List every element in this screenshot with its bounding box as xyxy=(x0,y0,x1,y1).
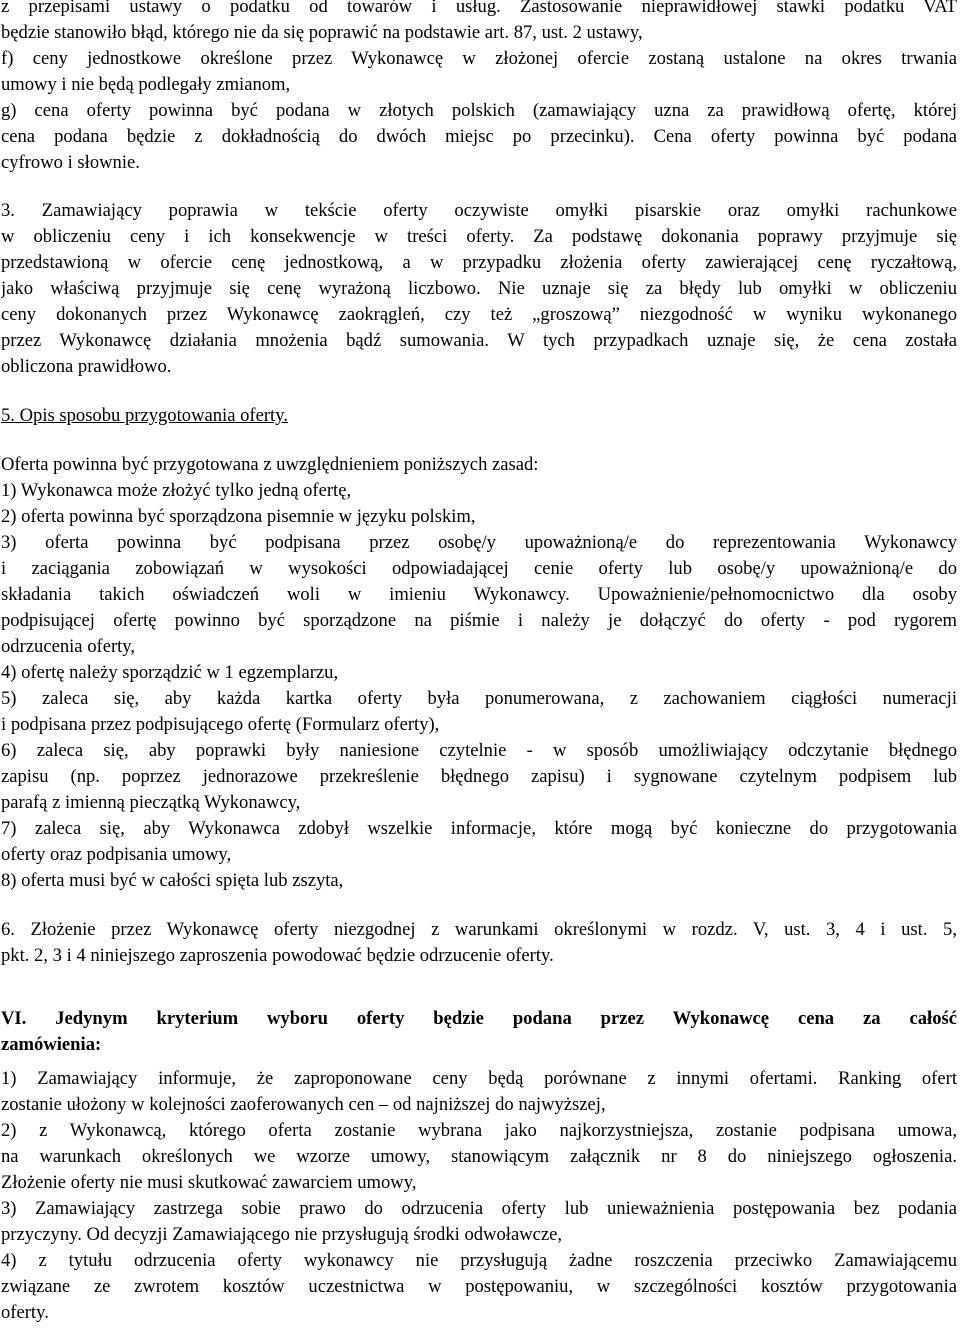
text-line: będzie stanowiło błąd, którego nie da się poprawić na podstawie art. 87, ust. 2 ustawy, xyxy=(1,22,643,43)
text-line: 7) zaleca się, aby Wykonawca zdobył wszelkie informacje, które mogą być konieczne do przygotowania xyxy=(1,818,957,839)
text-line: 6) zaleca się, aby poprawki były naniesione czytelnie - w sposób umożliwiający odczytanie błędnego xyxy=(1,740,957,761)
text-line: związane ze zwrotem kosztów uczestnictwa w postępowaniu, w szczególności kosztów przygotowania xyxy=(1,1276,957,1297)
text-line: 4) ofertę należy sporządzić w 1 egzemplarzu, xyxy=(1,662,339,683)
text-line: i zaciągania zobowiązań w wysokości odpowiadającej cenie oferty lub osobę/y upoważnioną/e do xyxy=(1,558,957,579)
text-line: 3. Zamawiający poprawia w tekście oferty oczywiste omyłki pisarskie oraz omyłki rachunkowe xyxy=(1,200,957,221)
text-line: 1) Wykonawca może złożyć tylko jedną ofertę, xyxy=(1,480,352,501)
text-line: w obliczeniu ceny i ich konsekwencje w treści oferty. Za podstawę dokonania poprawy przyjmuje się xyxy=(1,226,957,247)
text-line: Złożenie oferty nie musi skutkować zawarciem umowy, xyxy=(1,1172,417,1193)
text-line: przyczyny. Od decyzji Zamawiającego nie przysługują środki odwoławcze, xyxy=(1,1224,563,1245)
text-line: na warunkach określonych we wzorze umowy, stanowiącym załącznik nr 8 do niniejszego ogłoszenia. xyxy=(1,1146,957,1167)
section-heading-vi-cont: zamówienia: xyxy=(1,1034,102,1055)
text-line: jako właściwą przyjmuje się cenę wyrażoną liczbowo. Nie uznaje się za błędy lub omyłki w obliczeniu xyxy=(1,278,957,299)
text-line: 5) zaleca się, aby każda kartka oferty była ponumerowana, z zachowaniem ciągłości numeracji xyxy=(1,688,957,709)
text-line: cena podana będzie z dokładnością do dwóch miejsc po przecinku). Cena oferty powinna być podana xyxy=(1,126,957,147)
text-line: zapisu (np. poprzez jednorazowe przekreślenie błędnego zapisu) i sygnowane czytelnym podpisem lub xyxy=(1,766,957,787)
text-line: ceny dokonanych przez Wykonawcę zaokrągleń, czy też „groszową” niezgodność w wyniku wykonanego xyxy=(1,304,957,325)
text-line: 8) oferta musi być w całości spięta lub zszyta, xyxy=(1,870,344,891)
text-line: parafą z imienną pieczątką Wykonawcy, xyxy=(1,792,301,813)
text-line: podpisującej ofertę powinno być sporządzone na piśmie i należy je dołączyć do oferty - pod rygorem xyxy=(1,610,957,631)
text-line: 4) z tytułu odrzucenia oferty wykonawcy nie przysługują żadne roszczenia przeciwko Zamawiającemu xyxy=(1,1250,957,1271)
text-line: Oferta powinna być przygotowana z uwzględnieniem poniższych zasad: xyxy=(1,454,539,475)
text-line: i podpisana przez podpisującego ofertę (Formularz oferty), xyxy=(1,714,440,735)
text-line: pkt. 2, 3 i 4 niniejszego zaproszenia powodować będzie odrzucenie oferty. xyxy=(1,945,554,966)
text-line: g) cena oferty powinna być podana w złotych polskich (zamawiający uzna za prawidłową ofertę, której xyxy=(1,100,957,121)
text-line: 2) z Wykonawcą, którego oferta zostanie wybrana jako najkorzystniejsza, zostanie podpisana umowa, xyxy=(1,1120,957,1141)
text-line: 2) oferta powinna być sporządzona pisemnie w języku polskim, xyxy=(1,506,476,527)
text-line: 3) Zamawiający zastrzega sobie prawo do odrzucenia oferty lub unieważnienia postępowania bez podania xyxy=(1,1198,957,1219)
text-line: cyfrowo i słownie. xyxy=(1,152,140,173)
text-line: f) ceny jednostkowe określone przez Wykonawcę w złożonej ofercie zostaną ustalone na okres trwania xyxy=(1,48,957,69)
section-heading-vi: VI. Jedynym kryterium wyboru oferty będzie podana przez Wykonawcę cena za całość xyxy=(1,1008,957,1029)
text-line: oferty oraz podpisania umowy, xyxy=(1,844,232,865)
text-line: 3) oferta powinna być podpisana przez osobę/y upoważnioną/e do reprezentowania Wykonawcy xyxy=(1,532,957,553)
text-line: odrzucenia oferty, xyxy=(1,636,136,657)
text-line: przez Wykonawcę działania mnożenia bądź sumowania. W tych przypadkach uznaje się, że cena została xyxy=(1,330,957,351)
text-line: z przepisami ustawy o podatku od towarów i usług. Zastosowanie nieprawidłowej stawki podatku VAT xyxy=(1,0,957,17)
text-line: składania takich oświadczeń woli w imieniu Wykonawcy. Upoważnienie/pełnomocnictwo dla osoby xyxy=(1,584,957,605)
text-line: 1) Zamawiający informuje, że zaproponowane ceny będą porównane z innymi ofertami. Ranking ofert xyxy=(1,1068,957,1089)
text-line: umowy i nie będą podlegały zmianom, xyxy=(1,74,291,95)
text-line: oferty. xyxy=(1,1302,49,1323)
text-line: przedstawioną w ofercie cenę jednostkową, a w przypadku złożenia oferty zawierającej cenę ryczałtową, xyxy=(1,252,957,273)
text-line: obliczona prawidłowo. xyxy=(1,356,172,377)
section-heading-5: 5. Opis sposobu przygotowania oferty. xyxy=(1,405,288,426)
text-line: 6. Złożenie przez Wykonawcę oferty niezgodnej z warunkami określonymi w rozdz. V, ust. 3, 4 i ust. 5, xyxy=(1,919,957,940)
text-line: zostanie ułożony w kolejności zaoferowanych cen – od najniższej do najwyższej, xyxy=(1,1094,606,1115)
